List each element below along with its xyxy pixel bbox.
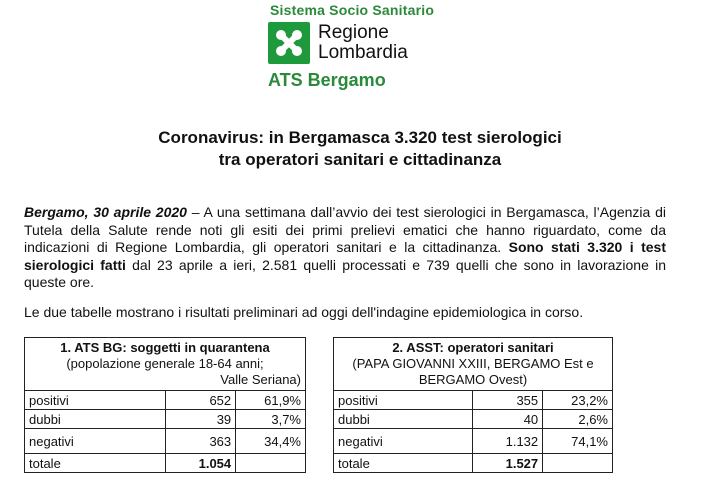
- table1-title: 1. ATS BG: soggetti in quarantena: [60, 340, 270, 355]
- table2-title: 2. ASST: operatori sanitari: [392, 340, 554, 355]
- table-row-total: [334, 454, 613, 473]
- table2-header: [334, 338, 613, 391]
- row-pct: 2,6%: [543, 410, 613, 429]
- row-count: 355: [473, 391, 543, 410]
- table-row: [334, 410, 613, 429]
- table1-subtitle1: (popolazione generale 18-64 anni;: [66, 356, 264, 371]
- row-label: dubbi: [334, 410, 473, 429]
- row-count: 652: [166, 391, 236, 410]
- table-row-total: [25, 454, 306, 473]
- row-count: 1.527: [473, 454, 543, 473]
- table2-subtitle1: (PAPA GIOVANNI XXIII, BERGAMO Est e: [352, 356, 594, 371]
- row-label: totale: [25, 454, 166, 473]
- table2-subtitle2: BERGAMO Ovest): [418, 372, 528, 387]
- row-label: positivi: [25, 391, 166, 410]
- system-name: Sistema Socio Sanitario: [270, 2, 435, 18]
- table-row: [25, 429, 306, 454]
- table1-header: [25, 338, 306, 391]
- table-asst-healthcare-workers: [333, 337, 613, 473]
- table1-subtitle2: Valle Seriana): [220, 372, 301, 387]
- row-count: 40: [473, 410, 543, 429]
- row-count: 39: [166, 410, 236, 429]
- row-label: dubbi: [25, 410, 166, 429]
- row-label: negativi: [25, 429, 166, 454]
- table-row: [334, 429, 613, 454]
- row-count: 363: [166, 429, 236, 454]
- body-paragraph: [24, 204, 666, 292]
- row-pct: 74,1%: [543, 429, 613, 454]
- regione-lombardia-logo-icon: [268, 22, 310, 64]
- row-label: positivi: [334, 391, 473, 410]
- paragraph-text2: dal 23 aprile a ieri, 2.581 quelli processati e 739 quelli che sono in lavorazione in queste ore.: [24, 256, 666, 290]
- table-ats-quarantine: [24, 337, 306, 473]
- ats-name: ATS Bergamo: [268, 70, 386, 90]
- region-name: [318, 23, 408, 63]
- document-header: [0, 0, 720, 96]
- row-count: 1.132: [473, 429, 543, 454]
- table-row: [25, 410, 306, 429]
- table-row: [25, 391, 306, 410]
- row-pct: 23,2%: [543, 391, 613, 410]
- row-count: 1.054: [166, 454, 236, 473]
- row-pct: 61,9%: [236, 391, 306, 410]
- row-pct: 3,7%: [236, 410, 306, 429]
- row-pct: 34,4%: [236, 429, 306, 454]
- tables-intro: Le due tabelle mostrano i risultati preliminari ad oggi dell'indagine epidemiologica in corso.: [24, 304, 584, 320]
- row-label: totale: [334, 454, 473, 473]
- paragraph-bold: Sono stati 3.320 i test sierologici fatti: [24, 239, 666, 273]
- table-row: [334, 391, 613, 410]
- row-label: negativi: [334, 429, 473, 454]
- row-pct: [236, 454, 306, 473]
- page-title-line2: tra operatori sanitari e cittadinanza: [218, 150, 502, 169]
- dateline: Bergamo, 30 aprile 2020: [24, 204, 187, 220]
- region-line1: Regione: [318, 22, 389, 43]
- paragraph-text1: – A una settimana dall’avvio dei test sierologici in Bergamasca, l’Agenzia di Tutela della Salute rende noti gli esiti dei primi prelievi ematici che hanno riguardato, come da indicazioni di Regione Lombardia, gli operatori sanitari e la cittadinanza.: [24, 204, 666, 255]
- page-title-line1: Coronavirus: in Bergamasca 3.320 test sierologici: [158, 128, 562, 147]
- row-pct: [543, 454, 613, 473]
- region-line2: Lombardia: [318, 42, 408, 63]
